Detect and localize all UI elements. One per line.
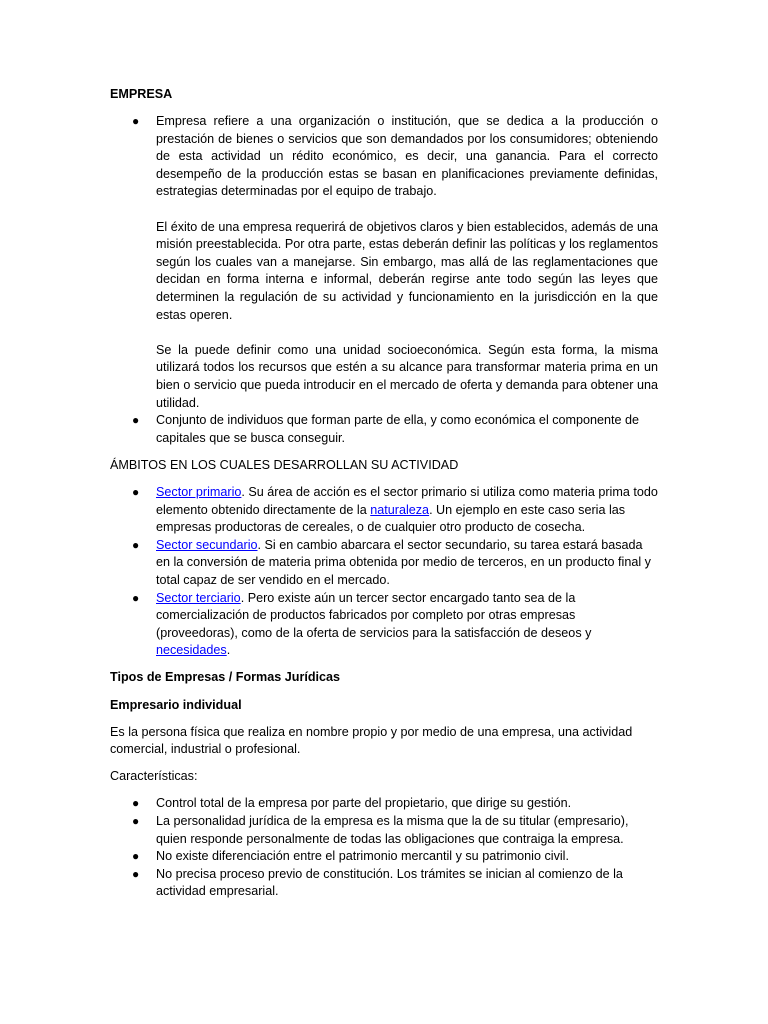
list-item bbox=[110, 484, 658, 537]
empresa-heading: EMPRESA bbox=[110, 87, 173, 101]
list-item bbox=[110, 590, 658, 660]
sector-primario-link[interactable]: Sector primario bbox=[156, 484, 242, 499]
list-item bbox=[110, 113, 658, 412]
ambitos-list bbox=[110, 484, 658, 660]
sector-primario-desc-a: . Su área de acción es el sector primario si utiliza como materia prima todo elemento obtenido directamente de la bbox=[156, 484, 658, 517]
sector-secundario-link[interactable]: Sector secundario bbox=[156, 537, 258, 552]
sector-secundario-text bbox=[156, 537, 658, 590]
tipos-heading: Tipos de Empresas / Formas Jurídicas bbox=[110, 670, 341, 685]
bullet-icon: ● bbox=[132, 590, 140, 605]
naturaleza-link[interactable]: naturaleza bbox=[370, 502, 430, 517]
caracteristica-text: No existe diferenciación entre el patrimonio mercantil y su patrimonio civil. bbox=[156, 849, 569, 864]
bullet-icon: ● bbox=[132, 484, 140, 499]
empresa-list bbox=[110, 113, 658, 447]
bullet-icon: ● bbox=[132, 866, 140, 881]
list-item bbox=[110, 412, 658, 447]
list-item bbox=[110, 795, 658, 813]
bullet-icon: ● bbox=[132, 537, 140, 552]
sector-primario-text bbox=[156, 484, 658, 537]
list-item bbox=[110, 813, 658, 848]
empresa-paragraph-2: El éxito de una empresa requerirá de objetivos claros y bien establecidos, además de una misión preestablecida. Por otra parte, estas deberán definir las políticas y los reglamentos según los cuales van a manejarse. Sin embargo, mas allá de las reglamentaciones que decidan en forma interna e informal, deberán regirse ante todo según las leyes que determinen la regulación de su actividad y funcionamiento en la jurisdicción en la que estas operen. bbox=[156, 219, 658, 322]
bullet-icon: ● bbox=[132, 114, 140, 129]
list-item bbox=[110, 866, 658, 901]
sector-terciario-desc-a: . Pero existe aún un tercer sector encargado tanto sea de la comercialización de productos fabricados por completo por otras empresas (proveedoras), como de la oferta de servicios para la satisfacción de deseos y bbox=[156, 590, 592, 640]
caracteristica-text: No precisa proceso previo de constitución. Los trámites se inician al comienzo de la actividad empresarial. bbox=[156, 866, 623, 899]
bullet-icon: ● bbox=[132, 413, 140, 428]
document-content bbox=[110, 86, 658, 910]
caracteristicas-label: Características: bbox=[110, 769, 198, 784]
necesidades-link[interactable]: necesidades bbox=[156, 643, 227, 658]
bullet-icon: ● bbox=[132, 796, 140, 811]
list-item bbox=[110, 537, 658, 590]
sector-terciario-desc-b: . bbox=[226, 643, 231, 658]
empresa-paragraph-1: Empresa refiere a una organización o institución, que se dedica a la producción o prestación de bienes o servicios que son demandados por los consumidores; obteniendo de esta actividad un rédito económico, es decir, una ganancia. Para el correcto desempeño de la producción estas se basan en planificaciones previamente definidas, estrategias determinadas por el equipo de trabajo. bbox=[156, 114, 658, 199]
bullet-icon: ● bbox=[132, 849, 140, 864]
list-item bbox=[110, 848, 658, 866]
sector-primario-desc-b: . Un ejemplo en este caso seria las empresas productoras de cereales, o de cualquier otro producto de cosecha. bbox=[156, 502, 626, 535]
sector-terciario-link[interactable]: Sector terciario bbox=[156, 590, 241, 605]
ambitos-heading: ÁMBITOS EN LOS CUALES DESARROLLAN SU ACTIVIDAD bbox=[110, 457, 459, 472]
empresa-bullet-2: Conjunto de individuos que forman parte de ella, y como económica el componente de capitales que se busca conseguir. bbox=[156, 413, 640, 445]
bullet-icon: ● bbox=[132, 813, 140, 828]
empresario-individual-heading: Empresario individual bbox=[110, 697, 242, 712]
empresario-individual-description: Es la persona física que realiza en nombre propio y por medio de una empresa, una actividad comercial, industrial o profesional. bbox=[110, 724, 633, 757]
sector-terciario-text bbox=[156, 590, 658, 660]
sector-secundario-desc: . Si en cambio abarcara el sector secundario, su tarea estará basada en la conversión de materia prima obtenida por medio de terceros, en un producto final y total capaz de ser vendido en el mercado. bbox=[156, 537, 651, 587]
caracteristica-text: La personalidad jurídica de la empresa es la misma que la de su titular (empresario), quien responde personalmente de todas las obligaciones que contraiga la empresa. bbox=[156, 813, 629, 846]
caracteristica-text: Control total de la empresa por parte del propietario, que dirige su gestión. bbox=[156, 796, 572, 811]
caracteristicas-list bbox=[110, 795, 658, 901]
empresa-paragraph-3: Se la puede definir como una unidad socioeconómica. Según esta forma, la misma utilizará todos los recursos que estén a su alcance para transformar materia prima en un bien o servicio que pueda introducir en el mercado de oferta y demanda para obtener una utilidad. bbox=[156, 342, 658, 410]
